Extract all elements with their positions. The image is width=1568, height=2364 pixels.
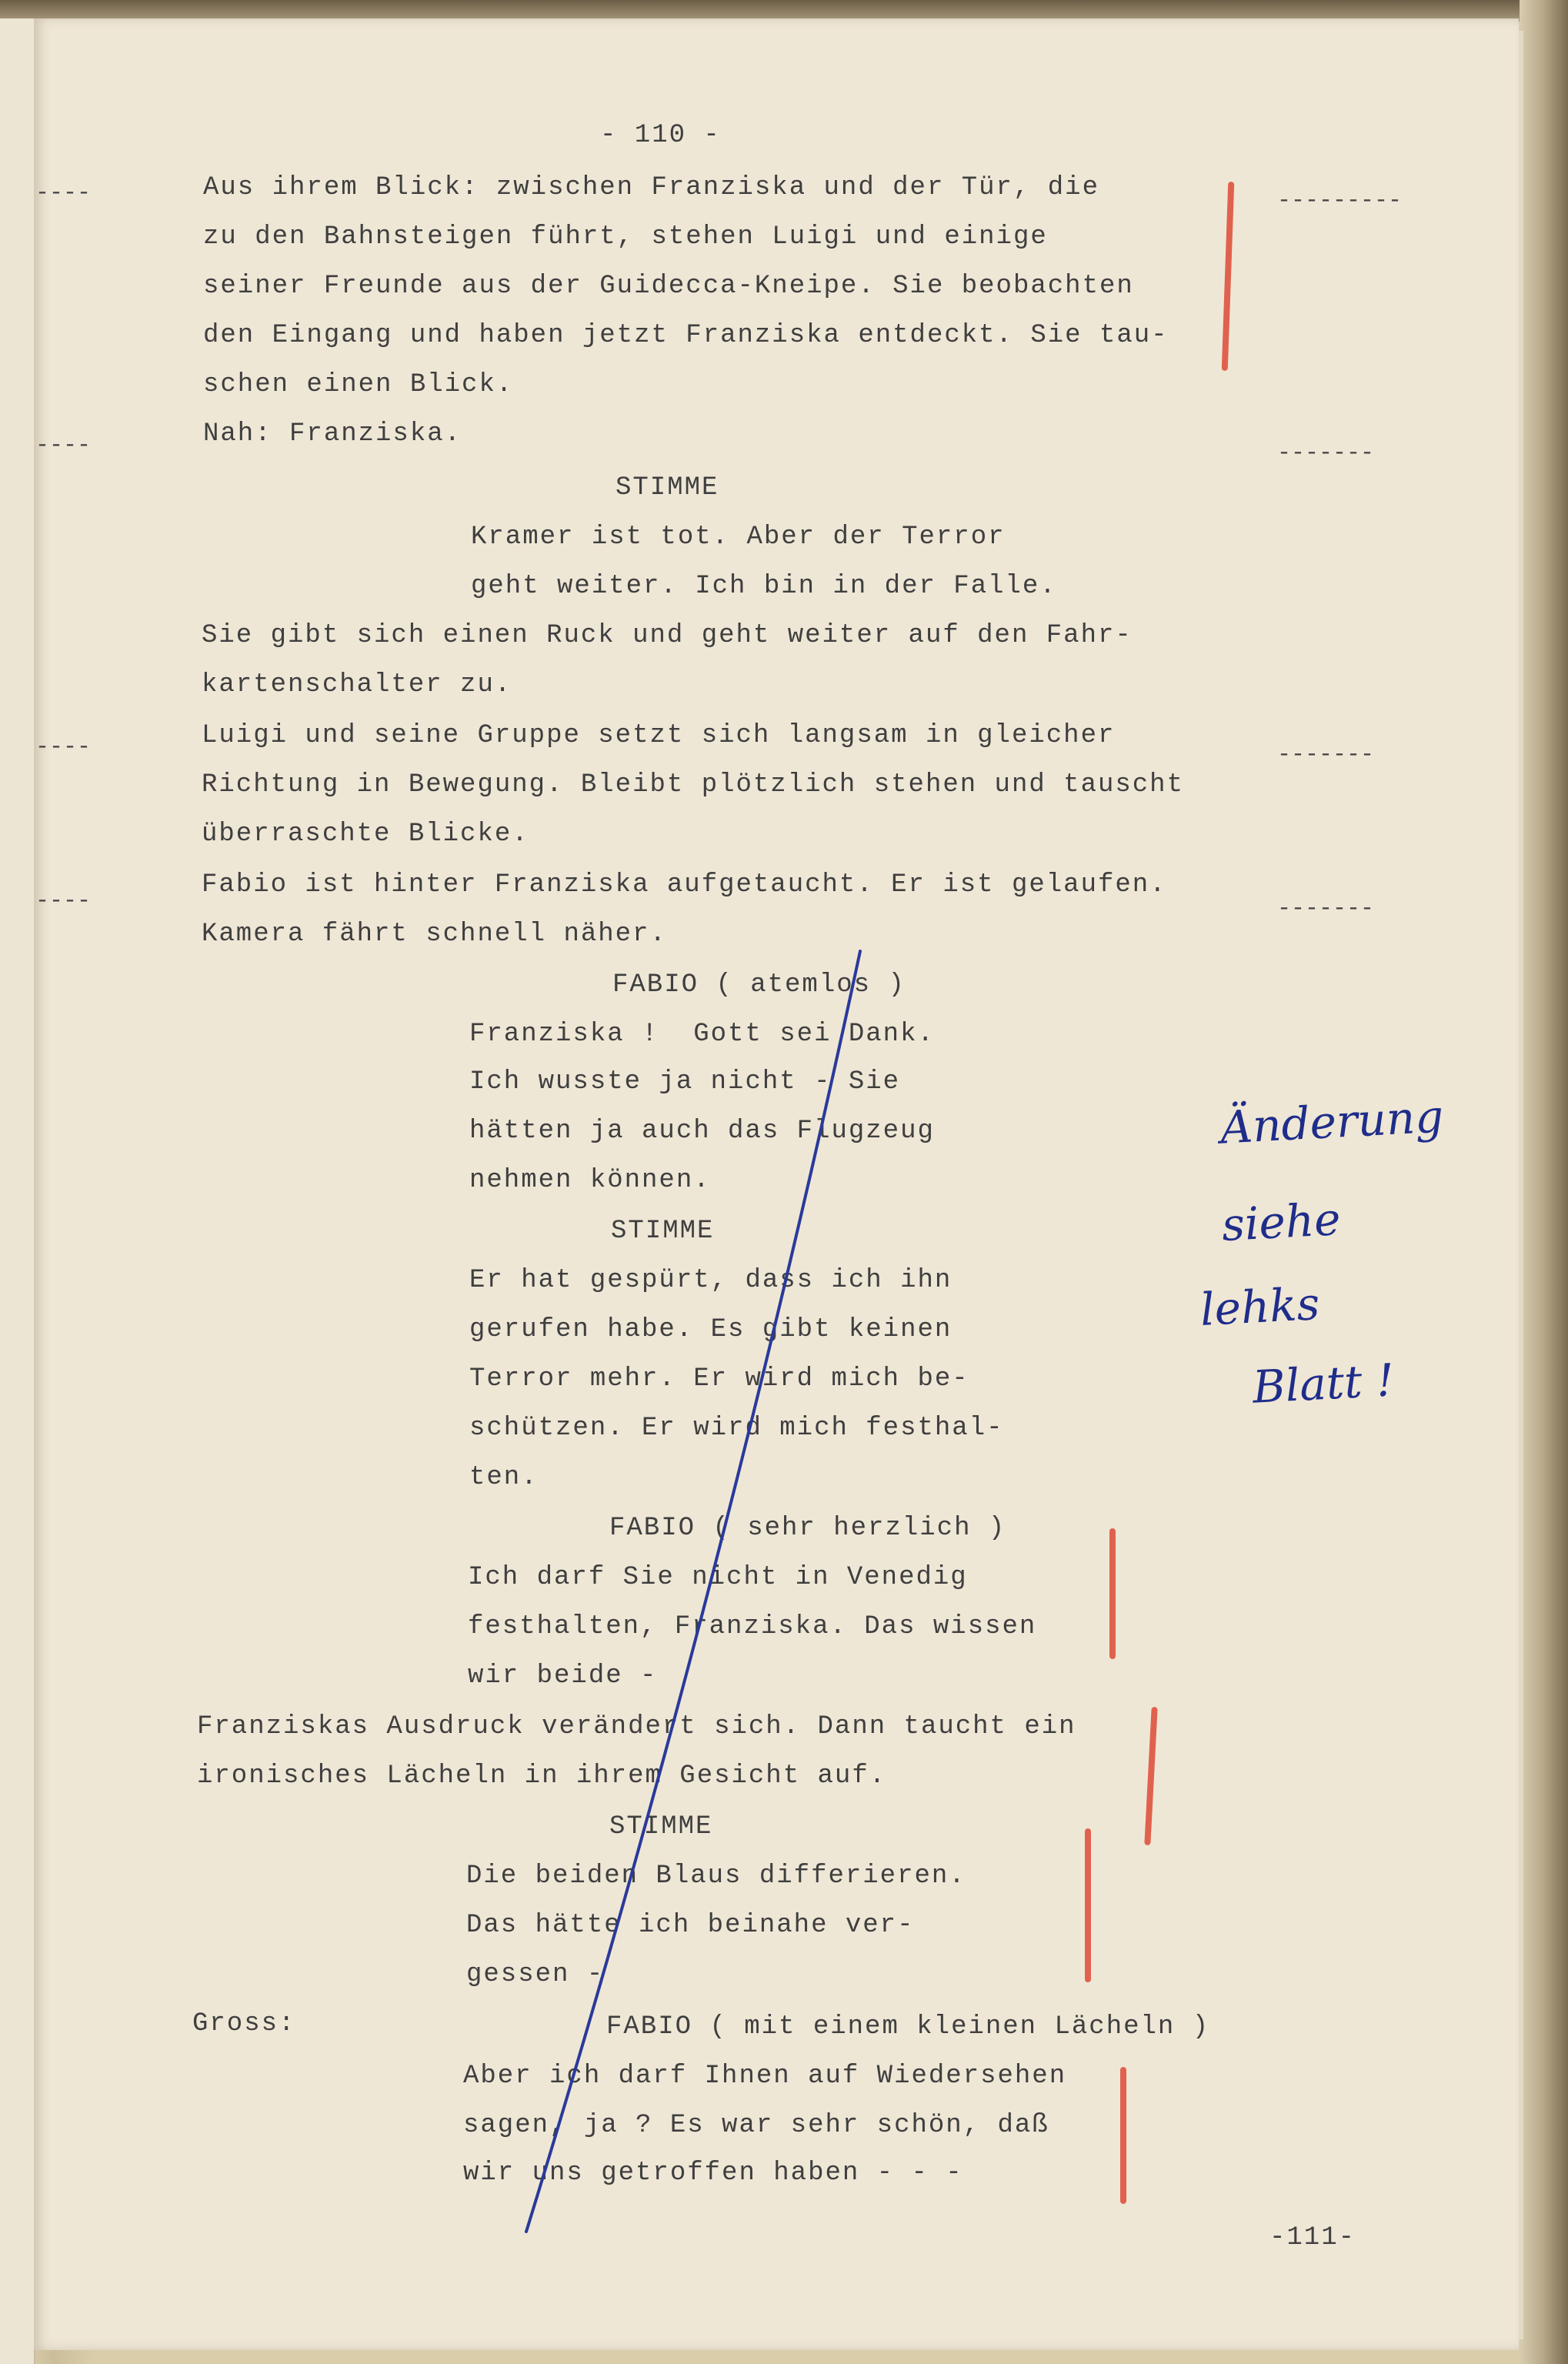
- dialogue-line: Terror mehr. Er wird mich be-: [469, 1364, 969, 1394]
- action-line: schen einen Blick.: [203, 370, 514, 399]
- red-pencil-mark: [1222, 182, 1235, 371]
- dialogue-line: geht weiter. Ich bin in der Falle.: [471, 572, 1057, 601]
- dialogue-line: hätten ja auch das Flugzeug: [469, 1117, 935, 1146]
- page-number: - 110 -: [600, 121, 721, 150]
- action-line: Nah: Franziska.: [203, 419, 462, 449]
- action-line: ironisches Lächeln in ihrem Gesicht auf.: [197, 1761, 887, 1791]
- action-line: kartenschalter zu.: [202, 670, 512, 700]
- dialogue-line: Das hätte ich beinahe ver-: [466, 1911, 915, 1940]
- red-pencil-mark: [1144, 1707, 1157, 1845]
- action-line: seiner Freunde aus der Guidecca-Kneipe. Sie beobachten: [203, 272, 1134, 301]
- left-margin-dash: ----: [35, 734, 92, 760]
- speaker-label: FABIO ( sehr herzlich ): [609, 1514, 1006, 1543]
- script-page: [34, 18, 1519, 2350]
- dialogue-line: schützen. Er wird mich festhal-: [469, 1414, 1004, 1443]
- dialogue-line: festhalten, Franziska. Das wissen: [468, 1612, 1037, 1641]
- action-line: Richtung in Bewegung. Bleibt plötzlich stehen und tauscht: [202, 770, 1184, 800]
- speaker-label: FABIO ( atemlos ): [612, 970, 906, 1000]
- binder-right-edge: [1520, 0, 1568, 2364]
- right-margin-dash: -------: [1277, 896, 1375, 922]
- dialogue-line: Er hat gespürt, dass ich ihn: [469, 1266, 952, 1295]
- right-margin-dash: ---------: [1277, 188, 1403, 214]
- dialogue-line: Kramer ist tot. Aber der Terror: [471, 523, 1006, 552]
- right-margin-dash: -------: [1277, 440, 1375, 466]
- action-line: Kamera fährt schnell näher.: [202, 920, 667, 949]
- dialogue-line: nehmen können.: [469, 1166, 711, 1195]
- speaker-label: STIMME: [609, 1812, 713, 1841]
- action-line: den Eingang und haben jetzt Franziska entdeckt. Sie tau-: [203, 321, 1169, 350]
- dialogue-line: Franziska ! Gott sei Dank.: [469, 1020, 935, 1049]
- dialogue-line: wir uns getroffen haben - - -: [463, 2159, 963, 2188]
- handwritten-note-line: siehe: [1220, 1193, 1343, 1251]
- action-line: Sie gibt sich einen Ruck und geht weiter auf den Fahr-: [202, 621, 1133, 650]
- left-margin-dash: ----: [35, 888, 92, 914]
- action-line: überraschte Blicke.: [202, 820, 529, 849]
- handwritten-note-line: Änderung: [1219, 1090, 1445, 1154]
- dialogue-line: Aber ich darf Ihnen auf Wiedersehen: [463, 2062, 1067, 2091]
- action-line: Aus ihrem Blick: zwischen Franziska und der Tür, die: [203, 173, 1099, 202]
- action-line: zu den Bahnsteigen führt, stehen Luigi und einige: [203, 222, 1048, 252]
- speaker-label: STIMME: [616, 473, 719, 503]
- action-line: Luigi und seine Gruppe setzt sich langsam in gleicher: [202, 721, 1116, 750]
- action-line: Fabio ist hinter Franziska aufgetaucht. Er ist gelaufen.: [202, 870, 1167, 900]
- dialogue-line: ten.: [469, 1463, 539, 1492]
- right-margin-dash: -------: [1277, 742, 1375, 768]
- shot-label: Gross:: [192, 2009, 296, 2038]
- red-pencil-mark: [1109, 1528, 1116, 1659]
- speaker-label: FABIO ( mit einem kleinen Lächeln ): [606, 2012, 1210, 2042]
- action-line: Franziskas Ausdruck verändert sich. Dann taucht ein: [197, 1712, 1076, 1741]
- dialogue-line: Ich darf Sie nicht in Venedig: [468, 1563, 968, 1592]
- handwritten-note-line: lehks: [1199, 1277, 1321, 1337]
- dialogue-line: sagen, ja ? Es war sehr schön, daß: [463, 2111, 1049, 2140]
- red-pencil-mark: [1120, 2067, 1126, 2204]
- next-page-number: -111-: [1269, 2223, 1356, 2252]
- previous-page-edge: [0, 18, 35, 2364]
- left-margin-dash: ----: [35, 432, 92, 459]
- handwritten-note-line: Blatt !: [1251, 1354, 1396, 1414]
- dialogue-line: gessen -: [466, 1960, 605, 1989]
- red-pencil-mark: [1085, 1828, 1091, 1982]
- left-margin-dash: ----: [35, 180, 92, 206]
- speaker-label: STIMME: [611, 1217, 715, 1246]
- dialogue-line: Die beiden Blaus differieren.: [466, 1861, 966, 1891]
- dialogue-line: gerufen habe. Es gibt keinen: [469, 1315, 952, 1344]
- dialogue-line: Ich wusste ja nicht - Sie: [469, 1067, 901, 1097]
- dialogue-line: wir beide -: [468, 1661, 658, 1691]
